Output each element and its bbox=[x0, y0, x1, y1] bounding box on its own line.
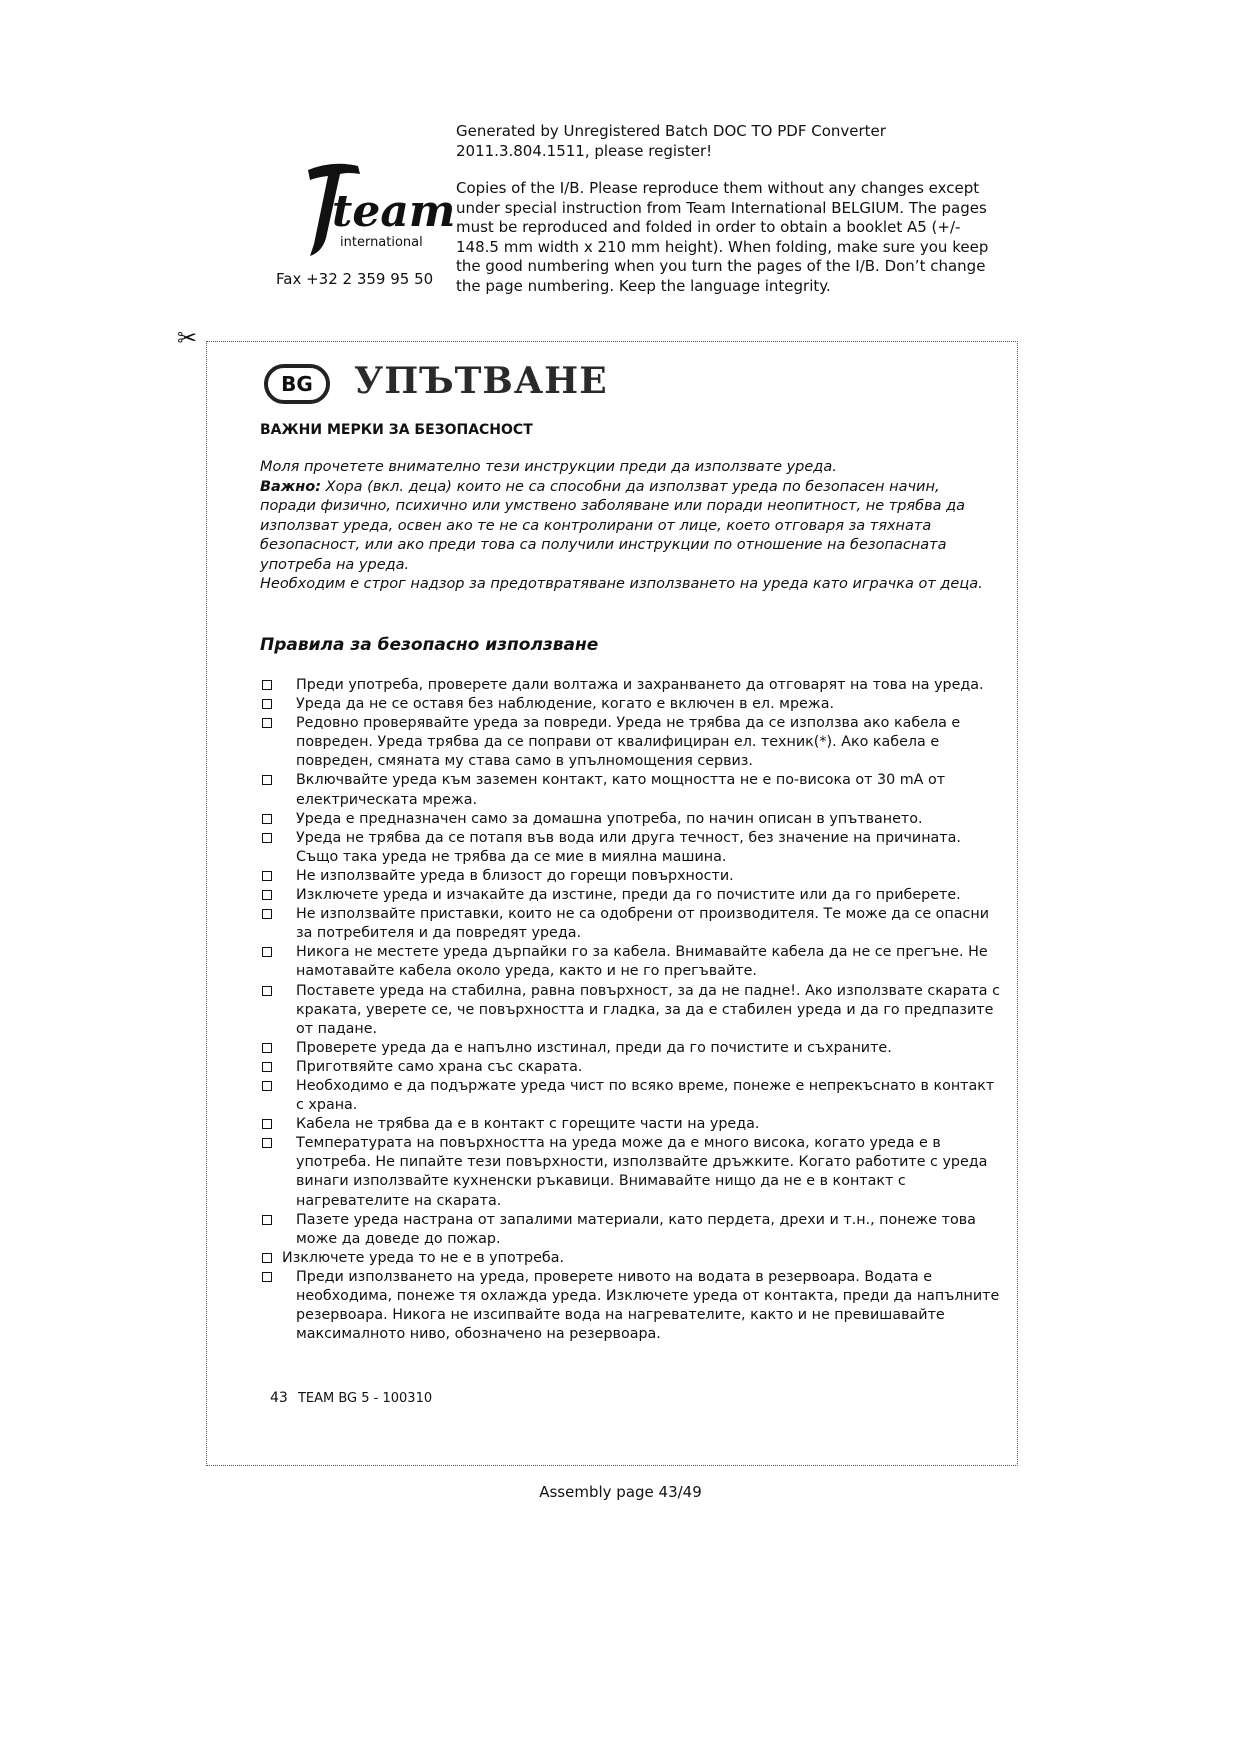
rule-text: Необходимо е да подържате уреда чист по всяко време, понеже е непрекъснато в контакт с храна. bbox=[296, 1077, 995, 1114]
list-item bbox=[260, 1134, 1000, 1210]
safety-rules-list bbox=[260, 676, 1000, 1344]
assembly-page-label: Assembly page 43/49 bbox=[539, 1483, 702, 1501]
important-text: Хора (вкл. деца) които не са способни да използват уреда по безопасен начин, поради физично, психично или умствено заболяване или поради неопитност, не трябва да използват уреда, освен ако те не са контролирани от лице, което отговаря за тяхната безопасност, или ако преди това са получили инструкции по отношение на безопасната употреба на уреда. bbox=[260, 478, 966, 573]
logo-text: team bbox=[332, 186, 456, 237]
checkbox-bullet-icon bbox=[262, 775, 272, 785]
list-item bbox=[260, 1268, 1000, 1344]
rule-text: Не използвайте приставки, които не са одобрени от производителя. Те може да се опасни за потребителя и да повредят уреда. bbox=[296, 906, 990, 942]
list-item bbox=[260, 829, 1000, 867]
list-item bbox=[260, 905, 1000, 943]
safety-intro bbox=[260, 458, 990, 595]
team-international-logo bbox=[288, 160, 456, 268]
intro-supervision: Необходим е строг надзор за предотвратяване използването на уреда като играчка от деца. bbox=[260, 576, 983, 592]
checkbox-bullet-icon bbox=[262, 1138, 272, 1148]
checkbox-bullet-icon bbox=[262, 947, 272, 957]
converter-notice bbox=[456, 122, 996, 314]
rule-text: Уреда е предназначен само за домашна употреба, по начин описан в упътването. bbox=[296, 810, 923, 827]
checkbox-bullet-icon bbox=[262, 871, 272, 881]
list-item bbox=[260, 982, 1000, 1039]
list-item bbox=[260, 867, 1000, 886]
rule-text: Включвайте уреда към заземен контакт, като мощността не е по-висока от 30 mA от електрическата мрежа. bbox=[296, 772, 946, 808]
checkbox-bullet-icon bbox=[262, 1215, 272, 1225]
checkbox-bullet-icon bbox=[262, 1253, 272, 1263]
rule-text: Преди употреба, проверете дали волтажа и захранването да отговарят на това на уреда. bbox=[296, 677, 984, 693]
checkbox-bullet-icon bbox=[262, 986, 272, 996]
rule-text: Изключете уреда и изчакайте да изстине, преди да го почистите или да го приберете. bbox=[296, 887, 961, 904]
list-item bbox=[260, 714, 1000, 771]
list-item bbox=[260, 1039, 1000, 1058]
checkbox-bullet-icon bbox=[262, 1081, 272, 1091]
rule-text: Преди използването на уреда, проверете нивото на водата в резервоара. Водата е необходима, понеже тя охлажда уреда. Изключете уреда от контакта, преди да напълните резервоара. Никога не изсипвайте вода на нагревателите, както и не превишавайте максималното ниво, обозначено на резервоара. bbox=[296, 1268, 1000, 1343]
generated-note: Generated by Unregistered Batch DOC TO PDF Converter 2011.3.804.1511, please register! bbox=[456, 122, 886, 160]
rule-text: Пазете уреда настрана от запалими материали, като пердета, дрехи и т.н., понеже това може да доведе до пожар. bbox=[296, 1211, 976, 1247]
checkbox-bullet-icon bbox=[262, 1272, 272, 1282]
list-item bbox=[260, 771, 1000, 809]
document-code: TEAM BG 5 - 100310 bbox=[297, 1391, 433, 1406]
checkbox-bullet-icon bbox=[262, 718, 272, 728]
copies-note: Copies of the I/B. Please reproduce them without any changes except under special instruction from Team International BELGIUM. The pages must be reproduced and folded in order to obtain a booklet A5 (+/- 148.5 mm width x 210 mm height). When folding, make sure you keep the good numbering when you turn the pages of the I/B. Don’t change the page numbering. Keep the language integrity. bbox=[456, 179, 989, 295]
scissors-icon: ✂ bbox=[177, 324, 198, 352]
page-title: УПЪТВАНЕ bbox=[354, 360, 608, 402]
rule-text: Температурата на повърхността на уреда може да е много висока, когато уреда е в употреба. Не пипайте тези повърхности, използвайте дръжките. Когато работите с уреда винаги използвайте кухненски ръкавици. Внимавайте нищо да не е в контакт с нагревателите на скарата. bbox=[296, 1135, 988, 1209]
checkbox-bullet-icon bbox=[262, 1043, 272, 1053]
list-item bbox=[260, 1249, 1000, 1268]
page-number: 43 bbox=[270, 1390, 288, 1406]
checkbox-bullet-icon bbox=[262, 833, 272, 843]
rule-text: Приготвяйте само храна със скарата. bbox=[296, 1058, 583, 1075]
list-item bbox=[260, 886, 1000, 905]
checkbox-bullet-icon bbox=[262, 890, 272, 900]
language-badge: BG bbox=[264, 364, 330, 404]
checkbox-bullet-icon bbox=[262, 680, 272, 690]
checkbox-bullet-icon bbox=[262, 699, 272, 709]
rule-text: Поставете уреда на стабилна, равна повърхност, за да не падне!. Ако използвате скарата с краката, уверете се, че повърхността и гладка, за да е стабилен уреда и да го предпазите от падане. bbox=[296, 982, 1000, 1037]
list-item bbox=[260, 810, 1000, 829]
list-item bbox=[260, 1115, 1000, 1134]
list-item bbox=[260, 1058, 1000, 1077]
rule-text: Уреда не трябва да се потапя във вода или друга течност, без значение на причината. Също така уреда не трябва да се мие в миялна машина. bbox=[296, 829, 961, 865]
checkbox-bullet-icon bbox=[262, 1119, 272, 1129]
intro-read-instructions: Моля прочетете внимателно тези инструкции преди да използвате уреда. bbox=[260, 459, 837, 475]
checkbox-bullet-icon bbox=[262, 1062, 272, 1072]
checkbox-bullet-icon bbox=[262, 909, 272, 919]
safety-section-title: ВАЖНИ МЕРКИ ЗА БЕЗОПАСНОСТ bbox=[260, 422, 533, 438]
fax-number: Fax +32 2 359 95 50 bbox=[276, 270, 434, 288]
list-item bbox=[260, 676, 1000, 695]
important-label: Важно: bbox=[260, 478, 322, 495]
checkbox-bullet-icon bbox=[262, 814, 272, 824]
logo-subtext: international bbox=[340, 235, 423, 250]
rule-text: Уреда да не се оставя без наблюдение, когато е включен в ел. мрежа. bbox=[296, 696, 835, 713]
list-item bbox=[260, 695, 1000, 714]
list-item bbox=[260, 943, 1000, 981]
page-footer bbox=[270, 1390, 432, 1406]
rules-title: Правила за безопасно използване bbox=[260, 635, 599, 655]
list-item bbox=[260, 1211, 1000, 1249]
rule-text: Никога не местете уреда дърпайки го за кабела. Внимавайте кабела да не се прегъне. Не намотавайте кабела около уреда, както и не го прегъвайте. bbox=[296, 944, 988, 980]
rule-text: Изключете уреда то не е в употреба. bbox=[282, 1249, 565, 1266]
intro-important bbox=[260, 478, 990, 576]
list-item bbox=[260, 1077, 1000, 1115]
rule-text: Проверете уреда да е напълно изстинал, преди да го почистите и съхраните. bbox=[296, 1039, 892, 1056]
rule-text: Кабела не трябва да е в контакт с горещите части на уреда. bbox=[296, 1116, 760, 1133]
rule-text: Редовно проверявайте уреда за повреди. Уреда не трябва да се използва ако кабела е повреден. Уреда трябва да се поправи от квалифициран ел. техник(*). Ако кабела е повреден, смяната му става само в упълномощения сервиз. bbox=[296, 715, 961, 770]
rule-text: Не използвайте уреда в близост до горещи повърхности. bbox=[296, 867, 734, 884]
